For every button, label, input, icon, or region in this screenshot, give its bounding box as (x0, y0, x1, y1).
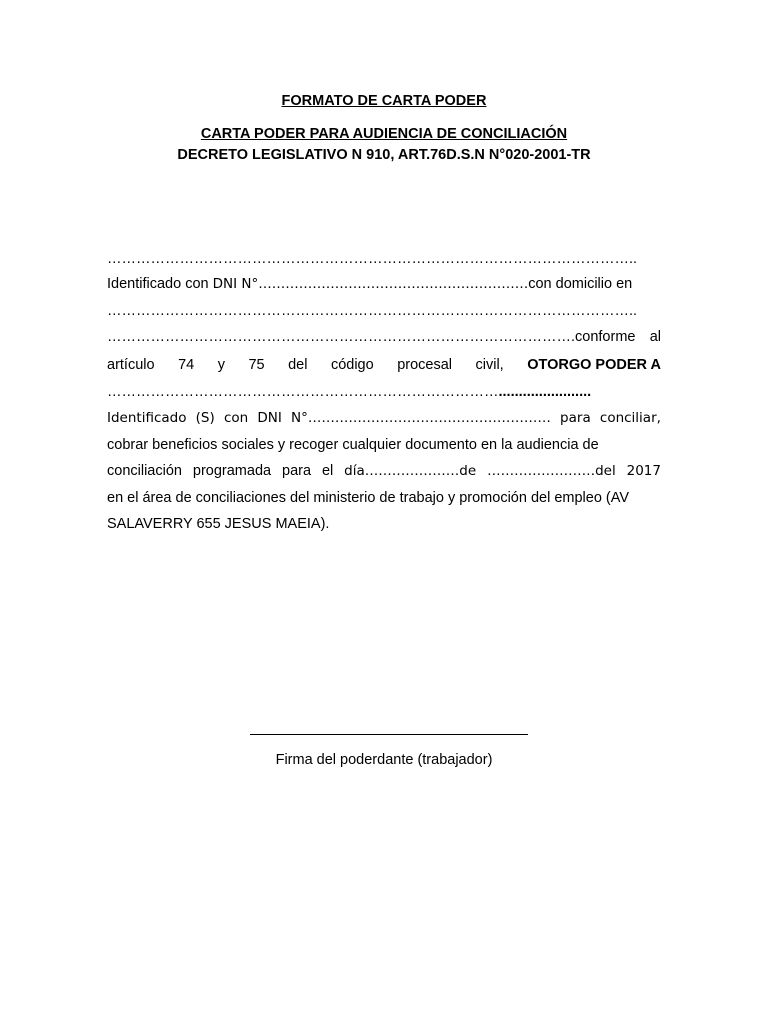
word: y (217, 357, 225, 373)
location-line (107, 489, 661, 507)
address-line (107, 515, 661, 533)
attorney-dni-line (107, 409, 661, 427)
signature-caption: Firma del poderdante (trabajador) (275, 752, 493, 768)
word: conciliar, (599, 410, 661, 426)
blank-dots-bold: ....................... (498, 384, 592, 400)
word: programada (192, 463, 272, 479)
word: el (321, 463, 334, 479)
word: al (649, 329, 661, 345)
document-title: FORMATO DE CARTA PODER (281, 93, 487, 109)
dni-line (107, 275, 661, 293)
document-subtitle: CARTA PODER PARA AUDIENCIA DE CONCILIACIÓN (200, 126, 568, 142)
address-continuation-line (107, 328, 661, 346)
identified-label: Identificado con (107, 276, 209, 292)
word: (S) (195, 410, 215, 426)
year-value: 2017 (626, 463, 661, 479)
word: 75 (248, 357, 265, 373)
domicile-label: con domicilio en (528, 276, 633, 292)
word: Identificado (107, 410, 187, 426)
purpose-line (107, 436, 661, 454)
blank-dots: ……………………………………………………………………………………………….. (107, 303, 638, 319)
word: con (223, 410, 249, 426)
decree-reference: DECRETO LEGISLATIVO N 910, ART.76D.S.N N°020-2001-TR (177, 147, 591, 163)
signature-line (250, 734, 528, 735)
blank-address-line (107, 302, 661, 320)
word: DNI (257, 410, 282, 426)
word: del (288, 357, 308, 373)
blank-dots: ……………………………………………………………………………………………….. (107, 251, 638, 267)
word: para (282, 463, 312, 479)
day-field: día…………………de (344, 463, 477, 479)
paragraph-text: SALAVERRY 655 JESUS MAEIA). (107, 516, 330, 532)
word: 74 (178, 357, 195, 373)
blank-attorney-line (107, 383, 661, 401)
word: para (560, 410, 591, 426)
dni-field: N°……………………………………………… (291, 410, 551, 426)
word: código (330, 357, 374, 373)
word: conciliación (107, 463, 182, 479)
blank-dots: ……………………………………………………………………… (107, 384, 499, 400)
word: civil, (475, 357, 504, 373)
conforme-word: .conforme (571, 329, 636, 345)
paragraph-text: en el área de conciliaciones del ministerio de trabajo y promoción del empleo (AV (107, 490, 630, 506)
article-line (107, 356, 661, 374)
blank-dots: …………………………………………………………………………………… (107, 329, 571, 345)
dni-field: DNI N°…………………………………………………… (212, 276, 529, 292)
paragraph-text: cobrar beneficios sociales y recoger cualquier documento en la audiencia de (107, 437, 599, 453)
grant-power-phrase: OTORGO PODER A (527, 357, 661, 373)
date-line (107, 462, 661, 480)
month-field: ……………………del (487, 463, 616, 479)
word: artículo (107, 357, 155, 373)
blank-name-line (107, 250, 661, 268)
word: procesal (397, 357, 452, 373)
